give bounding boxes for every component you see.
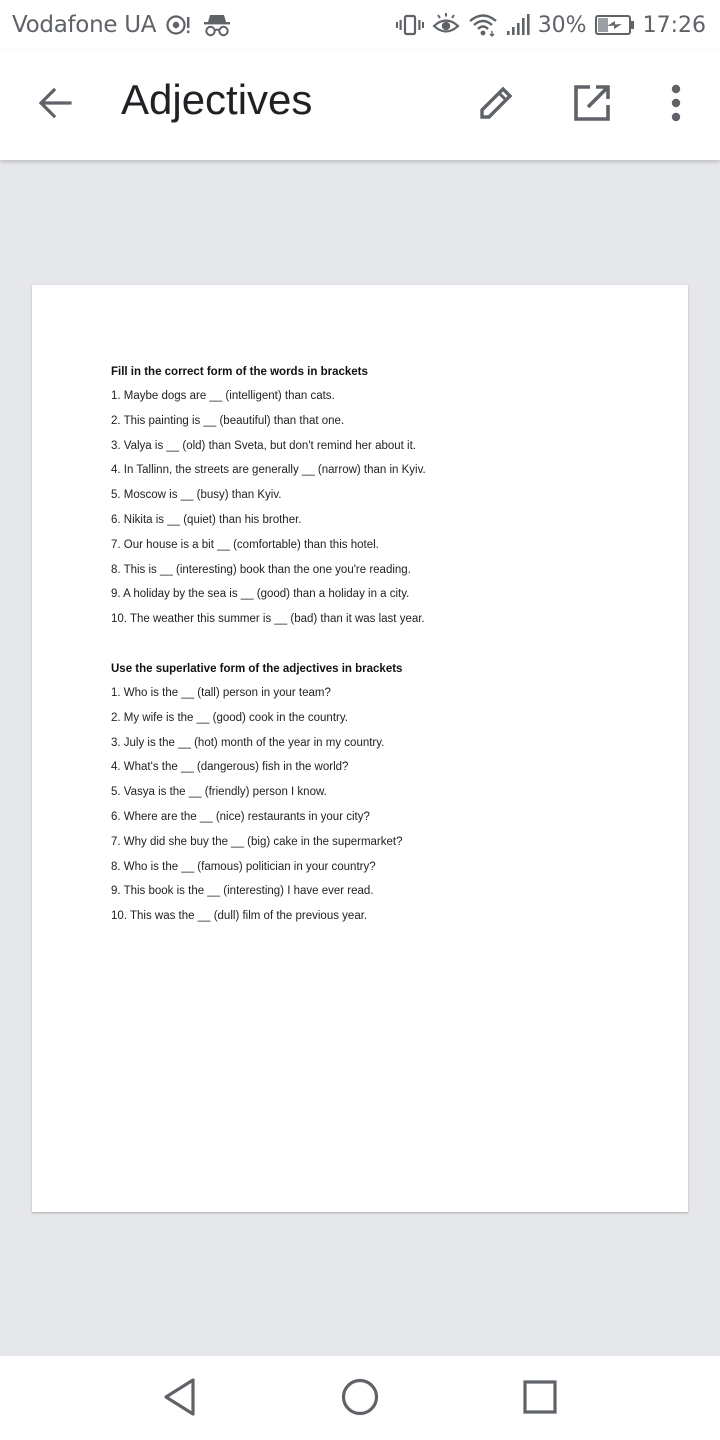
nav-home-button[interactable] — [335, 1376, 385, 1422]
exercise-item: 5. Moscow is __ (busy) than Kyiv. — [111, 489, 282, 502]
exercise-item: 7. Why did she buy the __ (big) cake in the supermarket? — [111, 835, 403, 848]
open-with-button[interactable] — [566, 79, 618, 131]
exercise-heading: Fill in the correct form of the words in brackets — [111, 366, 368, 378]
exercise-item: 3. Valya is __ (old) than Sveta, but don't remind her about it. — [111, 439, 416, 452]
signal-icon — [506, 13, 530, 37]
exercise-item: 6. Nikita is __ (quiet) than his brother. — [111, 513, 302, 526]
incognito-icon — [202, 12, 232, 38]
exercise-heading: Use the superlative form of the adjectives in brackets — [111, 663, 403, 675]
battery-charging-icon — [595, 14, 635, 36]
more-vert-icon — [669, 83, 683, 128]
wifi-icon — [468, 13, 498, 37]
exercise-item: 2. This painting is __ (beautiful) than that one. — [111, 414, 345, 427]
exercise-item: 1. Who is the __ (tall) person in your team? — [111, 687, 331, 699]
exercise-item: 2. My wife is the __ (good) cook in the country. — [111, 711, 348, 724]
exercise-item: 9. A holiday by the sea is __ (good) than a holiday in a city. — [111, 588, 410, 601]
arrow-left-icon — [37, 85, 73, 126]
exercise-item: 7. Our house is a bit __ (comfortable) than this hotel. — [111, 538, 379, 551]
exercise-item: 4. What's the __ (dangerous) fish in the world? — [111, 761, 349, 774]
status-bar — [0, 0, 720, 50]
location-icon — [166, 13, 192, 37]
exercise-item: 10. This was the __ (dull) film of the previous year. — [111, 910, 368, 923]
back-button[interactable] — [30, 80, 80, 130]
exercise-item: 1. Maybe dogs are __ (intelligent) than cats. — [111, 390, 335, 402]
system-nav-bar — [0, 1356, 720, 1440]
nav-back-icon — [162, 1377, 198, 1422]
clock: 17:26 — [642, 12, 706, 38]
more-options-button[interactable] — [652, 79, 700, 131]
exercise-item: 5. Vasya is the __ (friendly) person I know. — [111, 786, 327, 799]
edit-button[interactable] — [470, 79, 522, 131]
document-page[interactable] — [32, 285, 688, 1212]
app-bar — [0, 50, 720, 160]
pencil-icon — [476, 83, 516, 128]
eye-comfort-icon — [432, 13, 460, 37]
exercise-item: 8. Who is the __ (famous) politician in your country? — [111, 860, 376, 873]
open-external-icon — [572, 83, 612, 128]
nav-recents-icon — [522, 1379, 558, 1420]
exercise-item: 9. This book is the __ (interesting) I have ever read. — [111, 885, 374, 898]
vibrate-icon — [396, 13, 424, 37]
nav-home-icon — [340, 1377, 380, 1422]
exercise-comparative — [111, 364, 671, 636]
exercise-item: 6. Where are the __ (nice) restaurants in your city? — [111, 810, 370, 823]
nav-back-button[interactable] — [155, 1376, 205, 1422]
carrier-name: Vodafone UA — [12, 12, 157, 38]
nav-recents-button[interactable] — [515, 1376, 565, 1422]
exercise-superlative — [111, 661, 671, 933]
battery-percent: 30% — [537, 12, 587, 38]
page-title: Adjectives — [121, 76, 313, 123]
exercise-item: 3. July is the __ (hot) month of the year in my country. — [111, 736, 385, 749]
exercise-item: 10. The weather this summer is __ (bad) than it was last year. — [111, 613, 425, 626]
exercise-item: 4. In Tallinn, the streets are generally __ (narrow) than in Kyiv. — [111, 464, 426, 477]
exercise-item: 8. This is __ (interesting) book than the one you're reading. — [111, 563, 411, 576]
